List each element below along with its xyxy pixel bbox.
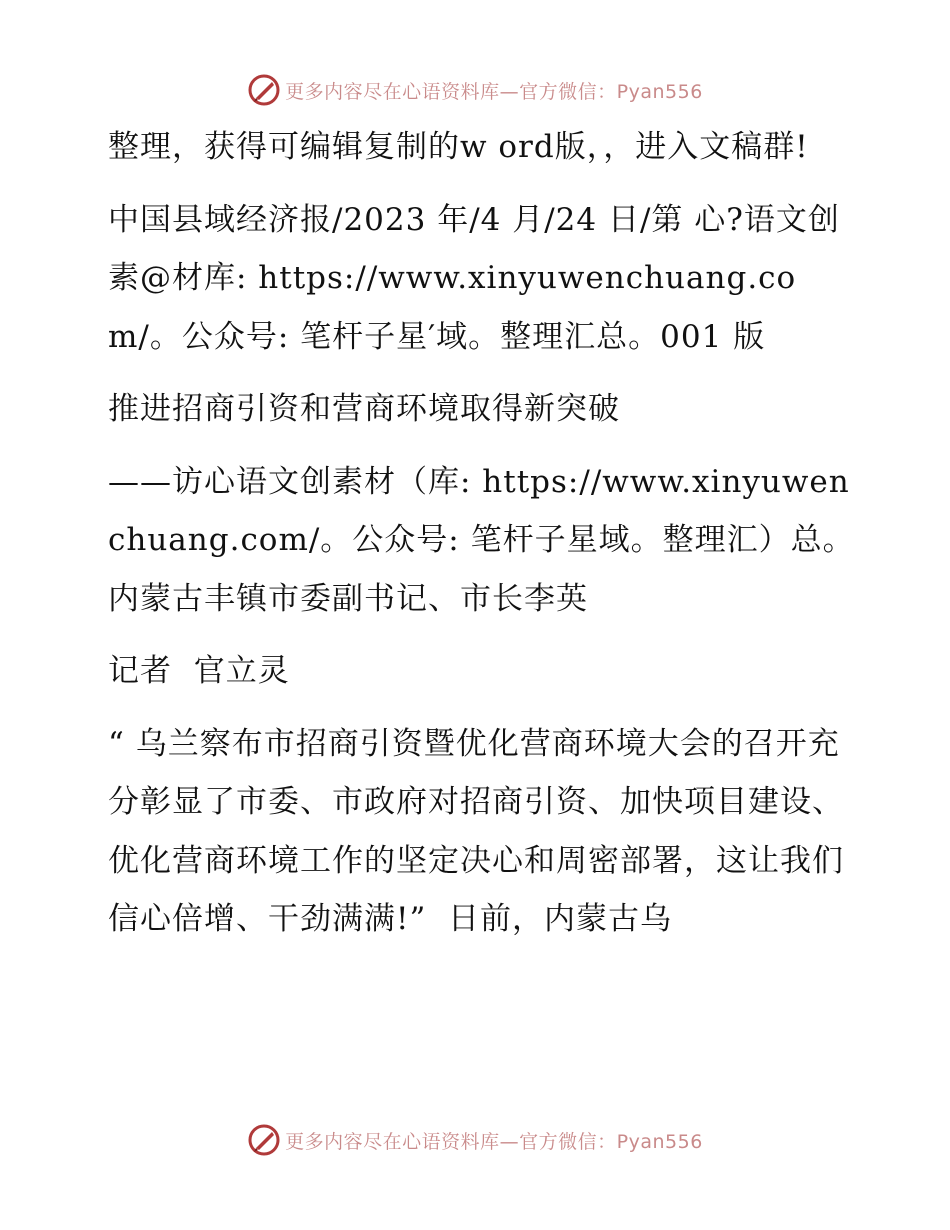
footer-banner <box>0 1120 950 1160</box>
paragraph-note: 整理，获得可编辑复制的w ord版，，进入文稿群! <box>108 129 809 165</box>
quill-pen-logo-icon <box>247 73 281 107</box>
paragraph-body: “ 乌兰察布市招商引资暨优化营商环境大会的召开充分彰显了市委、市政府对招商引资、加快项目建设、优化营商环境工作的坚定决心和周密部署，这让我们信心倍增、干劲满满!” 日前，内蒙古乌 <box>108 725 844 937</box>
quill-pen-logo-icon <box>247 1123 281 1157</box>
footer-banner-text: 更多内容尽在心语资料库—官方微信：Pyan556 <box>285 1130 703 1153</box>
paragraph-source: 中国县域经济报/2023 年/4 月/24 日/第 心?语文创素@材库: https://www.xinyuwenchuang.com/。公众号: 笔杆子星′域。整理汇总。001 版 <box>108 201 840 355</box>
document-body <box>96 118 856 963</box>
article-title: 推进招商引资和营商环境取得新突破 <box>108 391 620 427</box>
header-banner-text: 更多内容尽在心语资料库—官方微信：Pyan556 <box>285 80 703 103</box>
article-subtitle: ——访心语文创素材（库: https://www.xinyuwenchuang.com/。公众号: 笔杆子星域。整理汇）总。内蒙古丰镇市委副书记、市长李英 <box>108 463 855 617</box>
reporter-line: 记者 官立灵 <box>108 653 290 689</box>
header-banner <box>0 70 950 110</box>
